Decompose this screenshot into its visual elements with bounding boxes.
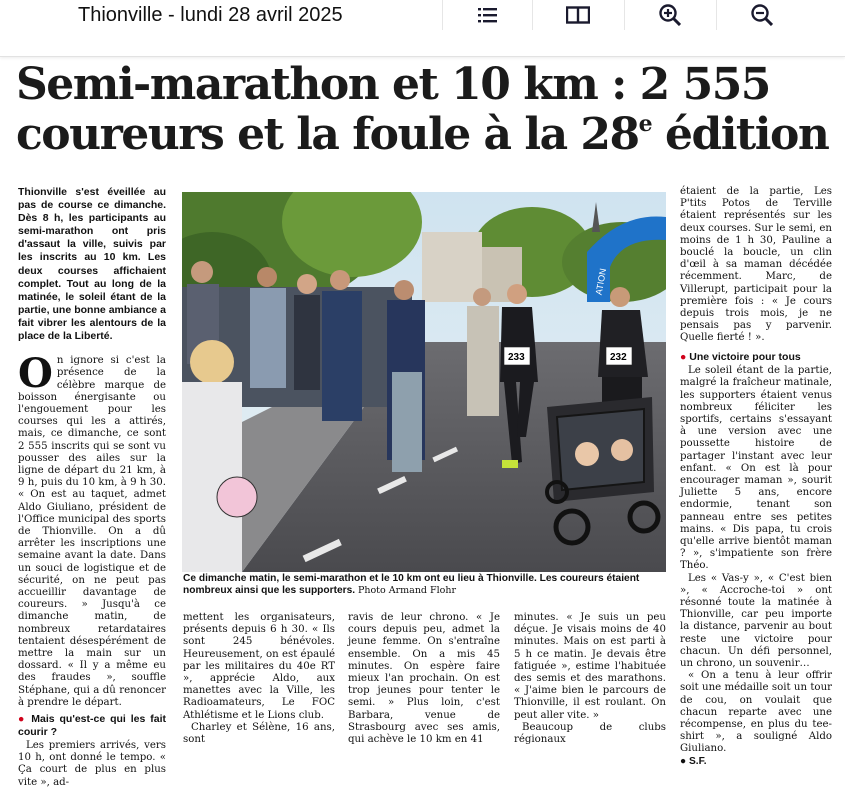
zoom-in-button[interactable] [624,0,715,30]
article-body-1: On ignore si c'est la présence de la célèbre marque de boisson énergisante ou l'engouement pour les courses qui les a attirés, mais, ce dimanche, ce sont 2 555 inscrits qui se sont vu pousser des ailes sur la ligne de départ du 21 km, à 9 h, puis du 10 km, à 9 h 30. « On est au taquet, admet Aldo Giuliano, président de l'Office municipal des sports de Thionville. On a dû arrêter les inscriptions une semaine avant la date. Dans un souci de logistique et de sécurité, on ne peut pas accueillir davantage de coureurs. » Jusqu'à ce dimanche matin, de nombreux retardataires tentaient désespérément de mettre la main sur un dossard. « Il y a même eu des fraudes », souffle Stéphane, qui a dû renoncer à prendre le départ. [18,350,166,708]
top-toolbar [0,0,845,57]
article-body-right-2: Les « Vas-y », « C'est bien », « Accroche-toi » ont résonné toute la matinée à Thionville, car peu importe la distance, parvenir au bout reste une victoire pour chacun. Un défi personnel, un chrono, un souvenir… [680,572,832,670]
article-body-right-top: étaient de la partie, Les P'tits Potos de Terville étaient représentés sur les deux courses. Sur le semi, en moins de 1 h 30, Pauline a bouclé la boucle, un clin d'œil à sa maman décédée récemment. Marc, de Villerupt, participait pour la première fois : « Je cours depuis trois mois, je ne pensais pas y parvenir. Quelle fierté ! ». [680,186,832,344]
column-1 [18,186,166,789]
photo-caption: Ce dimanche matin, le semi-marathon et le 10 km ont eu lieu à Thionville. Les coureurs étaient nombreux ainsi que les supporters. Photo Armand Flohr [183,573,640,597]
book-icon [566,6,590,24]
article-lead: Thionville s'est éveillée au pas de course ce dimanche. Dès 8 h, les participants au semi-marathon ont pris d'assaut la ville, suivis par les inscrits au 10 km. Les deux courses affichaient complet. Tout au long de la matinée, le soleil étant de la partie, une bonne ambiance a fait vibrer les alentours de la place de la Liberté. [18,186,166,343]
article-body-right-1: Le soleil étant de la partie, malgré la fraîcheur matinale, les supporters étaient venus nombreux féliciter les sportifs, certains s'essayant à une version avec une poussette histoire de partager l'instant avec leur enfant. « On est là pour encourager maman », sourit Juliette 5 ans, encore endormie, tenant son panneau entre ses petites mains. « Dis papa, tu crois qu'elle arrive bientôt maman ? », s'impatiente son frère Théo. [680,365,832,572]
article-body-4: minutes. « Je suis un peu déçue. Je visais moins de 40 minutes. Mais on est parti à 5 h ce matin. Je devais être fatiguée », estime l'habituée des semis et des marathons. « J'aime bien le parcours de Thionville, il est roulant. On peut aller vite. » [514,612,666,721]
article-photo [182,192,666,572]
runner-bib-1: 233 [508,352,525,363]
list-icon [478,6,498,24]
arch-text: ATION [593,267,609,296]
article-body-2: mettent les organisateurs, présents depuis 6 h 30. « Ils sont 245 bénévoles. Heureusement, on est épaulé par les militaires du 40e RT », apprécie Aldo, aux manettes avec la Ville, les Radioamateurs, Le FOC Athlétisme et le Lions club. [183,612,336,721]
column-2 [183,612,335,746]
article-body-4b: Beaucoup de clubs régionaux [514,721,666,746]
author-signature: ● S.F. [680,755,707,767]
subheading-2: ● Une victoire pour tous [680,350,801,363]
dropcap: O [18,350,53,398]
article-body-2b: Charley et Sélène, 16 ans, sont [183,721,335,746]
photo-credit: Photo Armand Flohr [357,585,457,597]
column-4 [514,612,666,746]
zoom-out-icon [751,4,773,26]
subheading-1: ● Mais qu'est-ce qui les fait courir ? [18,713,167,738]
zoom-out-button[interactable] [716,0,807,30]
zoom-in-icon [659,4,681,26]
runner-bib-2: 232 [610,352,627,363]
article-body-1b: Les premiers arrivés, vers 10 h, ont donné le tempo. « Ça court de plus en plus vite », ad- [18,740,166,788]
toc-button[interactable] [442,0,533,30]
article-body-right-3: « On a tenu à leur offrir soit une médaille soit un tour de cou, on voulait que chacun reparte avec une récompense, en plus du tee-shirt », a souligné Aldo Giuliano. [680,670,832,755]
article-body-3: ravis de leur chrono. « Je cours depuis peu, admet la jeune femme. On s'entraîne ensemble. On a mis 45 minutes. On espère faire mieux l'an prochain. On est trop jeunes pour tenter le semi. » Plus loin, c'est Barbara, venue de Strasbourg avec ses amis, qui achève le 10 km en 41 [348,612,500,746]
page-view-button[interactable] [532,0,623,30]
column-3 [348,612,500,746]
article-headline: Semi-marathon et 10 km : 2 555 coureurs et la foule à la 28e édition [16,59,829,160]
column-right [680,186,832,768]
edition-date: Thionville - lundi 28 avril 2025 [78,4,343,26]
